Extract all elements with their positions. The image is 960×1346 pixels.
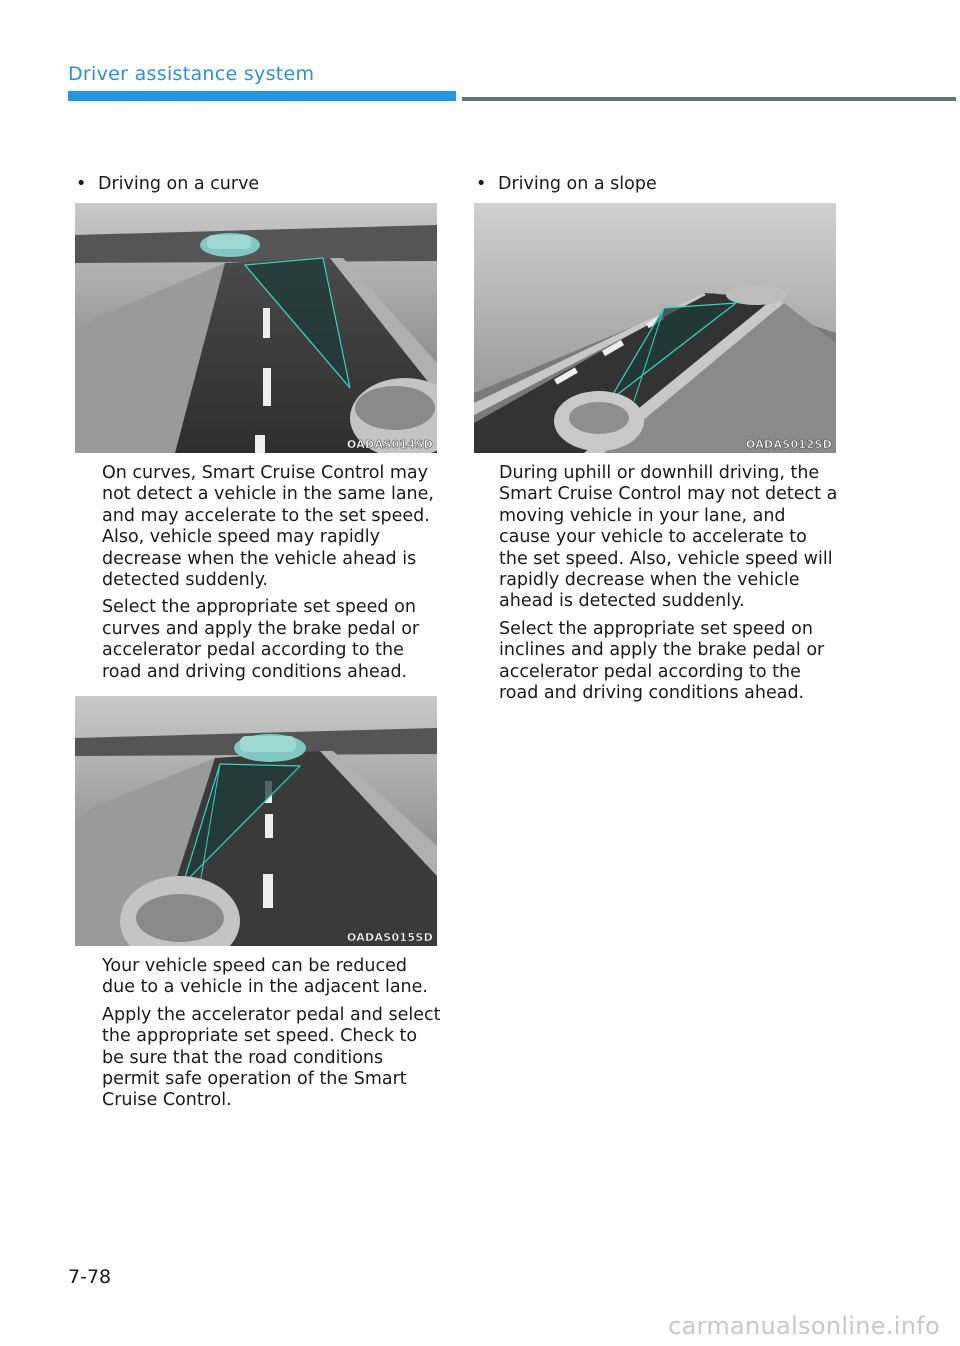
watermark-text: carmanualsonline.info <box>668 1312 940 1340</box>
figure-code: OADAS014SD <box>346 438 433 451</box>
paragraph-text: On curves, Smart Cruise Control may not detect a vehicle in the same lane, and may accelerate to the set speed. Also, vehicle speed may rapidly decrease when the vehicle ahead is detected suddenly. <box>102 463 434 591</box>
bullet-label: Driving on a curve <box>98 174 260 194</box>
figure-code: OADAS012SD <box>745 438 832 451</box>
header-accent-bar <box>68 91 456 101</box>
bullet-icon: • <box>76 174 87 194</box>
header-rule <box>462 97 956 101</box>
paragraph-text: Apply the accelerator pedal and select the appropriate set speed. Check to be sure that the road conditions permit safe operation of the Smart Cruise Control. <box>102 1004 441 1111</box>
bullet-label: Driving on a slope <box>498 174 657 194</box>
paragraph-slope <box>499 463 839 710</box>
figure-adjacent-lane <box>75 696 437 946</box>
page-number: 7-78 <box>68 1266 112 1288</box>
figure-code: OADAS015SD <box>346 931 433 944</box>
bullet-item <box>76 174 259 194</box>
paragraph-text: Select the appropriate set speed on inclines and apply the brake pedal or accelerator pedal according to the road and driving conditions ahead. <box>499 618 825 704</box>
bullet-item <box>476 174 657 194</box>
paragraph-text: Your vehicle speed can be reduced due to a vehicle in the adjacent lane. <box>102 956 428 998</box>
paragraph-text: Select the appropriate set speed on curves and apply the brake pedal or accelerator pedal according to the road and driving conditions ahead. <box>102 597 420 682</box>
paragraph-curve <box>102 463 442 689</box>
figure-slope <box>474 203 836 453</box>
paragraph-text: During uphill or downhill driving, the Smart Cruise Control may not detect a moving vehicle in your lane, and cause your vehicle to accelerate to the set speed. Also, vehicle speed will rapidly decrease when the vehicle ahead is detected suddenly. <box>499 463 838 612</box>
bullet-icon: • <box>476 174 487 194</box>
figure-curve <box>75 203 437 453</box>
paragraph-adjacent-lane <box>102 956 442 1118</box>
section-title: Driver assistance system <box>68 63 315 85</box>
